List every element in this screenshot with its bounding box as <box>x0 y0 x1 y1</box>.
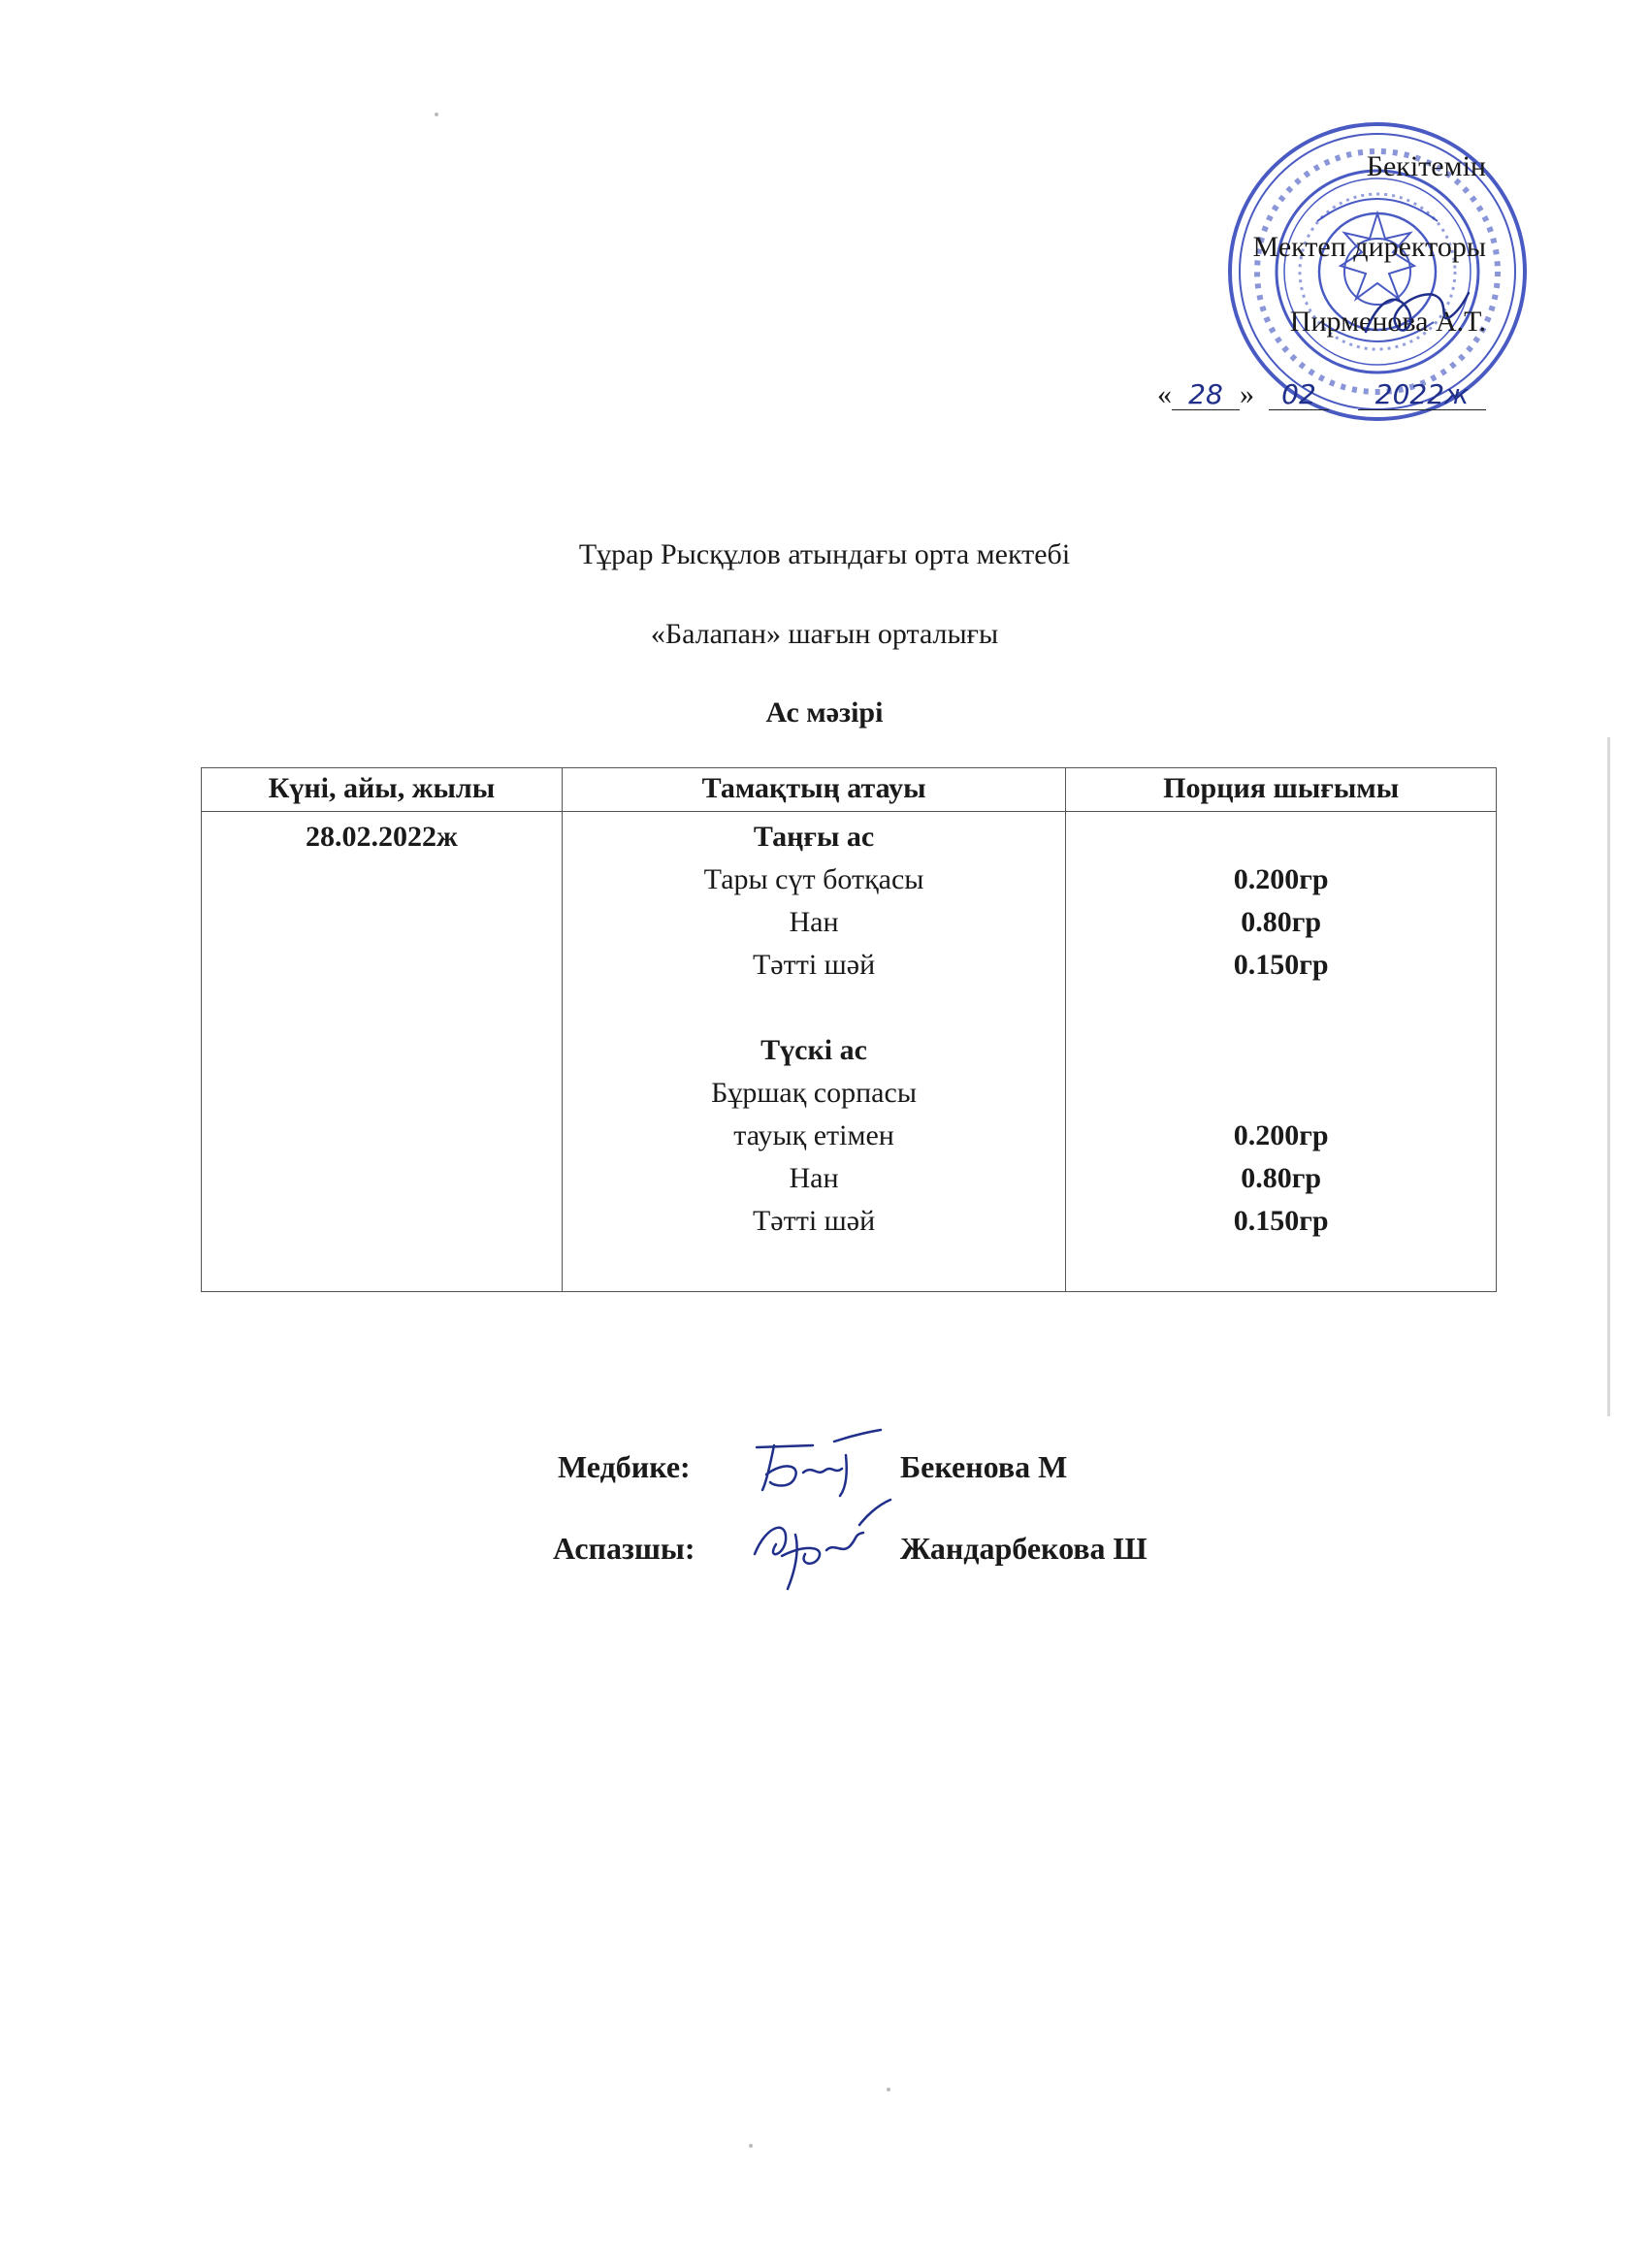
portion-cell <box>1066 812 1497 1292</box>
cook-name: Жандарбекова Ш <box>900 1531 1148 1566</box>
dish-cell <box>562 812 1066 1292</box>
school-name: Тұрар Рысқұлов атындағы орта мектебі <box>578 538 1071 570</box>
date-open-quote: « <box>1157 378 1172 410</box>
portion-value: 0.150гр <box>1233 1205 1329 1237</box>
table-header-row <box>202 768 1497 812</box>
cook-signature <box>737 1496 902 1603</box>
dish-name: Тәтті шәй <box>752 1205 876 1237</box>
table-row <box>202 812 1497 1292</box>
approval-position: Мектеп директоры <box>1252 231 1486 263</box>
breakfast-heading: Таңғы ас <box>753 821 875 853</box>
lunch-heading: Түскі ас <box>760 1034 867 1066</box>
scan-edge-mark <box>1607 737 1610 1416</box>
date-day: 28 <box>1172 380 1240 410</box>
director-signature <box>1358 272 1474 349</box>
scan-speck <box>887 2088 890 2091</box>
date-cell <box>202 812 563 1292</box>
dish-name-continued: тауық етімен <box>733 1119 894 1151</box>
date-month: 02 <box>1269 380 1329 410</box>
date-year: 2022ж <box>1358 380 1486 410</box>
scan-speck <box>435 113 438 116</box>
portion-value: 0.80гр <box>1241 1162 1322 1194</box>
date-close-quote: » <box>1240 378 1254 410</box>
column-header-portion: Порция шығымы <box>1066 768 1497 812</box>
dish-name: Бұршақ сорпасы <box>711 1077 917 1109</box>
portion-value: 0.200гр <box>1233 1119 1329 1151</box>
nurse-name: Бекенова М <box>900 1449 1068 1484</box>
portion-value: 0.200гр <box>1233 863 1329 895</box>
menu-date: 28.02.2022ж <box>305 821 458 853</box>
dish-name: Нан <box>789 906 839 938</box>
nurse-signature <box>745 1426 900 1504</box>
portion-value: 0.80гр <box>1241 906 1322 938</box>
column-header-dish: Тамақтың атауы <box>562 768 1066 812</box>
cook-role: Аспазшы: <box>553 1531 695 1566</box>
dish-name: Тәтті шәй <box>752 949 876 981</box>
approval-heading: Бекітемін <box>1366 150 1486 182</box>
dish-name: Нан <box>789 1162 839 1194</box>
center-name: «Балапан» шағын орталығы <box>650 618 999 650</box>
menu-table <box>201 767 1497 1292</box>
portion-value: 0.150гр <box>1233 949 1329 981</box>
approval-director-name: Пирменова А.Т. <box>1289 306 1486 338</box>
approval-date <box>1157 378 1486 411</box>
nurse-role: Медбике: <box>558 1449 691 1484</box>
menu-title: Ас мәзірі <box>765 697 884 729</box>
dish-name: Тары сүт ботқасы <box>703 863 924 895</box>
scan-speck <box>749 2144 753 2148</box>
column-header-date: Күні, айы, жылы <box>202 768 563 812</box>
